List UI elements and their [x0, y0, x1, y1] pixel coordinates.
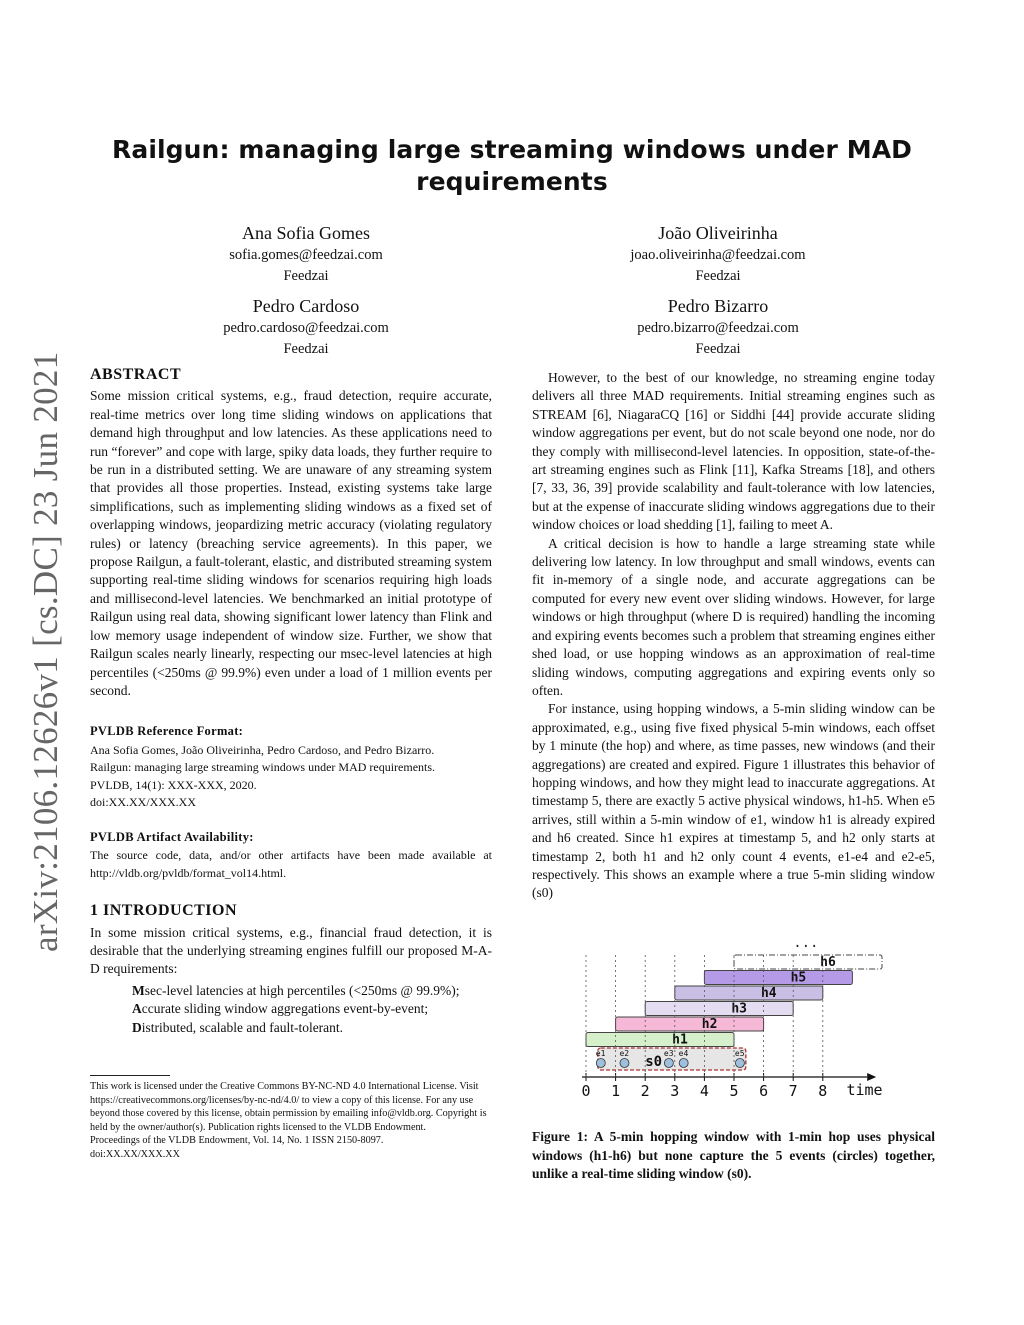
reference-line: PVLDB, 14(1): XXX-XXX, 2020. — [90, 777, 257, 792]
proceedings-note: Proceedings of the VLDB Endowment, Vol. 14, No. 1 ISSN 2150-8097. — [90, 1135, 384, 1147]
author-name: Pedro Bizarro — [667, 296, 769, 316]
event-label: e3 — [663, 1049, 674, 1058]
event-label: e4 — [678, 1049, 689, 1058]
arxiv-identifier: arXiv:2106.12626v1 [cs.DC] 23 Jun 2021 — [26, 351, 65, 952]
footnote — [90, 1080, 492, 1162]
paper-title: Railgun: managing large streaming windows under MAD requirements — [112, 135, 912, 196]
axis-label: time — [846, 1081, 883, 1099]
tick-label: 4 — [699, 1082, 709, 1100]
tick-label: 0 — [581, 1082, 591, 1100]
author-affiliation: Feedzai — [695, 340, 741, 357]
tick-label: 6 — [759, 1082, 769, 1100]
author-name: João Oliveirinha — [658, 223, 778, 243]
abstract-text: Some mission critical systems, e.g., fraud detection, require accurate, real-time metrics over long time sliding windows on applications that demand high throughput and low latencies. As these applications need to run “forever” and cope with large, spiky data loads, they further require to be run in a distributed setting. We are unaware of any streaming system that provides all those properties. Instead, existing systems take large simplifications, such as implementing sliding windows as a fixed set of overlapping windows, jeopardizing metric accuracy (violating regulatory rules) or latency (breaching service agreements). In this paper, we propose Railgun, a fault-tolerant, elastic, and distributed streaming system supporting real-time sliding windows for scenarios requiring high loads and millisecond-level latencies. We benchmarked an initial prototype of Railgun using real data, showing significant lower latency than Flink and low memory usage independent of window size. Further, we show that Railgun scales nearly linearly, respecting our msec-level latencies at high percentiles (<250ms @ 99.9%) even under a load of 1 million events per second. — [90, 388, 492, 698]
ellipsis-label: ... — [793, 935, 819, 951]
author-block — [568, 294, 868, 359]
requirement-item: Distributed, scalable and fault-tolerant. — [132, 1019, 344, 1035]
event-label: e1 — [595, 1049, 606, 1058]
author-block — [156, 294, 456, 359]
tick-label: 2 — [640, 1082, 650, 1100]
figure-hopping-windows — [570, 935, 910, 1110]
reference-line: Railgun: managing large streaming windows under MAD requirements. — [90, 760, 436, 775]
author-name: Pedro Cardoso — [252, 296, 360, 316]
author-block — [156, 221, 456, 286]
author-email: sofia.gomes@feedzai.com — [229, 247, 383, 263]
artifact-heading: PVLDB Artifact Availability: — [90, 829, 254, 844]
doi-note: doi:XX.XX/XXX.XX — [90, 1148, 180, 1160]
event-circle — [735, 1059, 744, 1068]
hopping-window-label: h2 — [701, 1017, 718, 1032]
hopping-window-bar — [704, 971, 852, 985]
author-affiliation: Feedzai — [283, 340, 329, 357]
introduction-heading: 1 INTRODUCTION — [90, 902, 238, 920]
body-paragraph: A critical decision is how to handle a large streaming state while delivering low latency. In low throughput and small windows, events can fit in-memory of a single node, and accurate aggregations can be computed for every new event over sliding windows. However, for large windows or high throughput (where D is required) handling the incoming and expiring events becomes such a problem that streaming engines either shed load, or use hopping windows as an approximation of real-time sliding windows, computing aggregations and expiring events only so often. — [532, 535, 935, 698]
sliding-window-label: s0 — [645, 1054, 663, 1070]
hopping-window-bar — [616, 1017, 764, 1031]
author-affiliation: Feedzai — [283, 267, 329, 284]
abstract-heading: ABSTRACT — [90, 366, 182, 383]
intro-paragraph: In some mission critical systems, e.g., financial fraud detection, it is desirable that the underlying streaming engines fulfill our proposed M-A-D requirements: — [90, 924, 492, 977]
hopping-window-label: h5 — [790, 970, 807, 986]
author-email: pedro.cardoso@feedzai.com — [223, 320, 389, 336]
event-circle — [664, 1059, 673, 1068]
figure-caption: Figure 1: A 5-min hopping window with 1-min hop uses physical windows (h1-h6) but none capture the 5 events (circles) together, unlike a real-time sliding window (s0). — [532, 1129, 935, 1181]
license-note: This work is licensed under the Creative Commons BY-NC-ND 4.0 International License. Visit https://creativecommons.org/licenses/by-nc-nd/4.0/ to view a copy of this license. For any use beyond those covered by this license, obtain permission by emailing info@vldb.org. Copyright is held by the owner/author(s). Publication rights licensed to the VLDB Endowment. — [90, 1081, 487, 1133]
event-circle — [679, 1059, 688, 1068]
reference-line: doi:XX.XX/XXX.XX — [90, 795, 196, 810]
right-column — [532, 369, 935, 903]
hopping-window-bar — [645, 1002, 793, 1016]
hopping-window-label: h1 — [672, 1032, 688, 1048]
requirement-item: Msec-level latencies at high percentiles (<250ms @ 99.9%); — [132, 982, 460, 998]
author-email: pedro.bizarro@feedzai.com — [637, 320, 799, 336]
reference-format-heading: PVLDB Reference Format: — [90, 724, 244, 739]
artifact-text: The source code, data, and/or other artifacts have been made available at http://vldb.org/pvldb/format_vol14.html. — [90, 848, 492, 880]
hopping-window-label: h6 — [820, 955, 836, 970]
hopping-window-bar — [586, 1033, 734, 1047]
event-label: e2 — [619, 1049, 630, 1058]
requirement-item: Accurate sliding window aggregations event-by-event; — [132, 1001, 429, 1017]
tick-label: 3 — [670, 1082, 680, 1100]
left-column — [90, 366, 492, 1037]
footnote-rule — [90, 1075, 170, 1076]
author-block — [568, 221, 868, 286]
tick-label: 5 — [729, 1082, 739, 1100]
body-paragraph: However, to the best of our knowledge, no streaming engine today delivers all three MAD requirements. Initial streaming engines such as STREAM [6], NiagaraCQ [16] or Siddhi [44] provide accurate sliding window aggregations per event, but do not scale beyond one node, nor do they comply with millisecond-level latencies. In opposition, state-of-the-art streaming engines such as Flink [11], Kafka Streams [18], and others [7, 33, 36, 39] provide scalability and fault-tolerance with low latencies, but at the expense of inaccurate sliding windows aggregations due to their window choices or load shedding [1], failing to meet A. — [532, 370, 935, 533]
reference-line: Ana Sofia Gomes, João Oliveirinha, Pedro Cardoso, and Pedro Bizarro. — [90, 742, 435, 757]
axis-arrow-icon — [867, 1073, 876, 1081]
hopping-window-bar — [675, 986, 823, 1000]
event-label: e5 — [734, 1049, 745, 1058]
author-email: joao.oliveirinha@feedzai.com — [630, 247, 806, 263]
tick-label: 1 — [611, 1082, 621, 1100]
event-circle — [596, 1059, 605, 1068]
author-affiliation: Feedzai — [695, 267, 741, 284]
author-name: Ana Sofia Gomes — [242, 223, 370, 243]
event-circle — [620, 1059, 629, 1068]
hopping-window-bar — [734, 955, 882, 969]
reference-format — [90, 742, 492, 812]
tick-label: 7 — [788, 1082, 798, 1100]
body-paragraph: For instance, using hopping windows, a 5-min sliding window can be approximated, e.g., using five fixed physical 5-min windows, each offset by 1 minute (the hop) and where, as time passes, new windows (and their aggregations) are created and expired. Figure 1 illustrates this behavior of hopping windows, and how they might lead to inaccurate aggregations. At timestamp 5, there are exactly 5 active physical windows, h1-h5. When e5 arrives, still within a 5-min window of e1, window h1 is already expired and h6 created. Since h1 expires at timestamp 5, and h2 only starts at timestamp 2, both h1 and h2 only count 4 events, e1-e4 and e2-e5, respectively. This shows an example where a true 5-min sliding window (s0) — [532, 701, 935, 901]
requirements-list — [90, 982, 492, 1037]
tick-label: 8 — [818, 1082, 828, 1100]
hopping-window-label: h4 — [760, 986, 777, 1001]
hopping-window-label: h3 — [731, 1001, 748, 1017]
